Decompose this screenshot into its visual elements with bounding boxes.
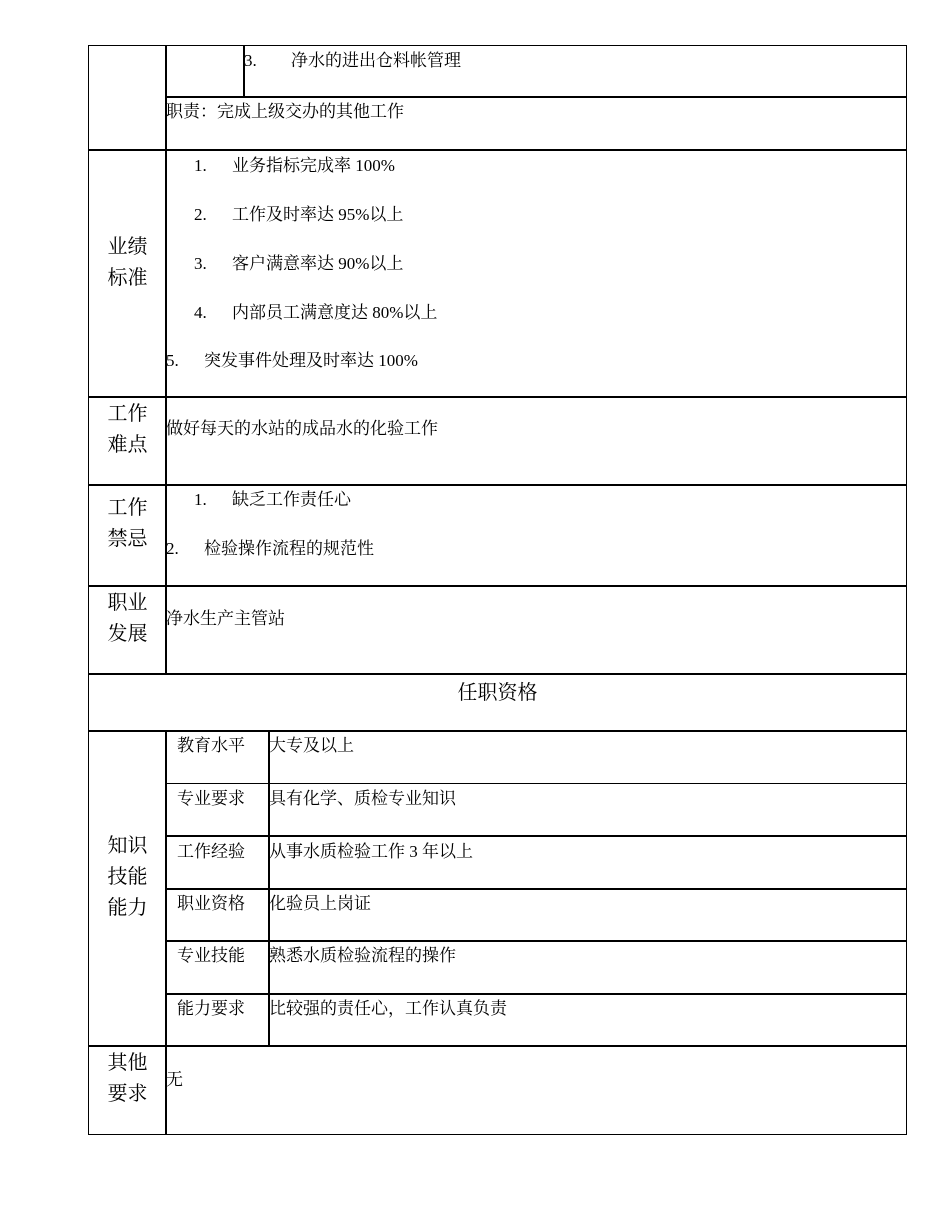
difficulty-label-2: 难点 — [107, 434, 148, 456]
duty-item-3-num: 3. — [244, 51, 257, 70]
performance-label-cell — [88, 149, 167, 398]
performance-item-num: 5. — [166, 351, 179, 370]
skill-name-cell — [165, 783, 270, 837]
career-label-1: 职业 — [107, 592, 148, 614]
taboo-item-num: 2. — [166, 539, 179, 558]
other-label-cell — [88, 1045, 167, 1135]
skill-value-cell — [268, 730, 907, 784]
skill-value-cell — [268, 783, 907, 837]
career-text: 净水生产主管站 — [166, 609, 285, 628]
performance-content-cell — [165, 149, 907, 398]
duty-other-cell — [165, 96, 907, 151]
career-label-2: 发展 — [107, 623, 148, 645]
performance-label-2: 标准 — [107, 267, 148, 289]
skill-value: 化验员上岗证 — [269, 894, 371, 913]
other-label-1: 其他 — [107, 1052, 148, 1074]
skill-value-cell — [268, 888, 907, 942]
difficulty-label-cell — [88, 396, 167, 486]
performance-item-text: 突发事件处理及时率达 100% — [204, 351, 418, 370]
difficulty-content-cell — [165, 396, 907, 486]
taboo-label-2: 禁忌 — [107, 528, 148, 550]
skill-value: 从事水质检验工作 3 年以上 — [269, 842, 473, 861]
skill-value-cell — [268, 835, 907, 890]
taboo-label-cell — [88, 484, 167, 587]
skill-name: 专业技能 — [177, 946, 245, 965]
skill-value-cell — [268, 993, 907, 1047]
qualification-header: 任职资格 — [457, 682, 538, 704]
skills-label-1: 知识 — [107, 835, 148, 857]
other-label-2: 要求 — [107, 1083, 148, 1105]
taboo-item-num: 1. — [194, 490, 207, 509]
performance-item-num: 2. — [194, 205, 207, 224]
skill-name: 教育水平 — [177, 736, 245, 755]
skill-value: 具有化学、质检专业知识 — [269, 789, 456, 808]
skill-name-cell — [165, 940, 270, 995]
skills-label-cell — [88, 730, 167, 1047]
skill-value: 比较强的责任心，工作认真负责 — [269, 999, 507, 1018]
performance-item-text: 工作及时率达 95%以上 — [232, 205, 404, 224]
performance-item-num: 3. — [194, 254, 207, 273]
duties-label-cell — [88, 45, 167, 151]
skill-name-cell — [165, 888, 270, 942]
difficulty-text: 做好每天的水站的成品水的化验工作 — [166, 419, 438, 438]
skill-name-cell — [165, 993, 270, 1047]
skill-name: 工作经验 — [177, 842, 245, 861]
performance-item-text: 内部员工满意度达 80%以上 — [232, 303, 438, 322]
difficulty-label-1: 工作 — [107, 403, 148, 425]
taboo-label-1: 工作 — [107, 497, 148, 519]
skills-label-2: 技能 — [107, 866, 148, 888]
skill-value: 大专及以上 — [269, 736, 354, 755]
performance-item-text: 业务指标完成率 100% — [232, 156, 395, 175]
performance-label-1: 业绩 — [107, 236, 148, 258]
skills-label-3: 能力 — [107, 897, 148, 919]
duty-other-text: 职责：完成上级交办的其他工作 — [166, 102, 404, 121]
skill-name: 能力要求 — [177, 999, 245, 1018]
other-text: 无 — [166, 1070, 183, 1089]
taboo-content-cell — [165, 484, 907, 587]
skill-name-cell — [165, 835, 270, 890]
skill-name: 专业要求 — [177, 789, 245, 808]
skill-name: 职业资格 — [177, 894, 245, 913]
taboo-item-text: 检验操作流程的规范性 — [204, 539, 374, 558]
other-content-cell — [165, 1045, 907, 1135]
duties-empty-cell — [165, 45, 245, 98]
performance-item-text: 客户满意率达 90%以上 — [232, 254, 404, 273]
performance-item-num: 4. — [194, 303, 207, 322]
duty-item-3-text: 净水的进出仓料帐管理 — [291, 51, 461, 70]
skill-value: 熟悉水质检验流程的操作 — [269, 946, 456, 965]
taboo-item-text: 缺乏工作责任心 — [232, 490, 351, 509]
qualification-header-cell — [88, 673, 907, 732]
skill-name-cell — [165, 730, 270, 784]
performance-item-num: 1. — [194, 156, 207, 175]
duty-item-3-cell — [243, 45, 907, 98]
career-content-cell — [165, 585, 907, 675]
skill-value-cell — [268, 940, 907, 995]
career-label-cell — [88, 585, 167, 675]
